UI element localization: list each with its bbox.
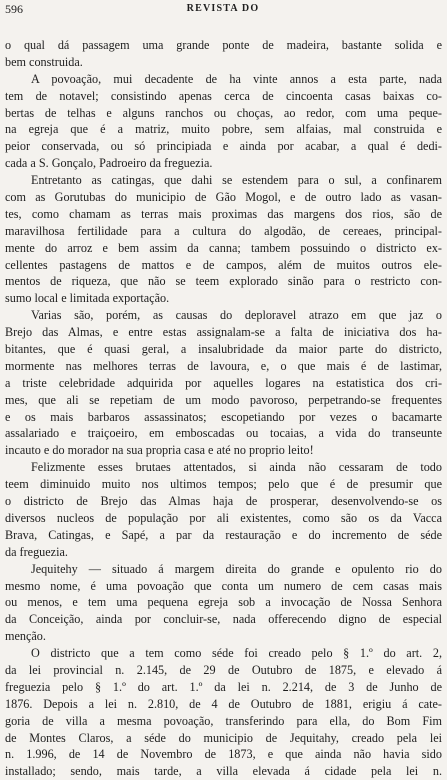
text-line: mentos de riqueza, que não se teem explorado sinão para o restricto con- [5,274,442,289]
text-line: Felizmente esses brutaes attentados, si ainda não cessaram de todo [31,460,442,475]
text-line: 1876. Depois a lei n. 2.810, de 4 de Outubro de 1881, erigiu á cate- [5,696,442,711]
text-line: Jequitehy — situado á margem direita do grande e opulento rio do [31,561,442,576]
text-line: incauto e do morador na sua propria casa e até no proprio leito! [5,443,314,458]
text-line: cellentes pastagens de mattos e de campos, além de muitos outros ele- [5,257,442,272]
text-line: sumo local e limitada exportação. [5,291,170,306]
text-line: o qual dá passagem uma grande ponte de madeira, bastante solida e [5,38,442,52]
text-line: goria de villa a mesma povoação, transferindo para ella, do Bom Fim [5,713,442,728]
text-line: installado; sendo, mais tarde, a villa elevada á cidade pela lei n. [5,764,442,779]
text-line: O districto que a tem como séde foi creado pelo § 1.º do art. 2, [31,646,442,661]
text-line: a triste celebridade adquirida por aquelles logares na estatistica dos cri- [5,375,442,390]
text-line: Varias são, porém, as causas do deploravel atrazo em que jaz o [31,308,442,323]
text-line: bertas de telhas e alguns ranchos ou choças, ao redor, com uma peque- [5,105,442,120]
text-line: com as Gorutubas do municipio de Gão Mogol, e de outro lado as vasan- [5,190,442,205]
text-line: tes, como chamam as terras mais proximas das margens dos rios, são de [5,206,442,221]
text-line: e os mais barbaros assassinatos; escopetiando por vezes o bacamarte [5,409,442,424]
text-line: mormente nas melhores terras de lavoura, e, o que mais é de lastimar, [5,358,442,373]
text-line: mesmo nome, é uma povoação que conta um numero de cem casas mais [5,578,442,593]
text-line: n. 1.996, de 14 de Novembro de 1873, e que ainda não havia sido [5,747,442,762]
text-line: da lei provincial n. 2.145, de 29 de Outubro de 1875, e elevado á [5,662,442,677]
text-line: Brava, Catingas, e Sapé, a par da restauração e do incremento de séde [5,527,442,542]
text-line: Brejo das Almas, e entre estas assignalam-se a falta de iniciativa dos ha- [5,325,442,340]
running-title: REVISTA DO [186,3,260,14]
text-line: A povoação, mui decadente de ha vinte annos a esta parte, nada [31,71,442,86]
text-line: mes, que ali se repetiam de um modo pavoroso, perpetrando-se frequentes [5,392,442,407]
text-line: tem de notavel; consistindo apenas cerca de cincoenta casas baixas co- [5,88,442,103]
text-line: bitantes, que é quasi geral, a insalubridade da maior parte do districto, [5,342,442,357]
body-text [5,37,442,780]
text-line: peior conservada, ou só principiada e ainda por acabar, a qual é dedi- [5,139,442,154]
text-line: assalariado e traiçoeiro, em emboscadas ou tocaias, a vida do transeunte [5,426,442,441]
text-line: freguezia pelo § 1.º do art. 1.º da lei n. 2.214, de 3 de Junho de [5,679,442,694]
text-line: mente do arroz e bem assim da canna; tambem possuindo o districto ex- [5,240,442,255]
text-line: teem diminuido muito nos ultimos tempos; pelo que é de presumir que [5,477,442,492]
text-line: na egreja que é a matriz, muito pobre, sem alfaias, mal construida e [5,122,442,137]
text-line: da Conceição, ainda por concluir-se, nada offerecendo digno de especial [5,612,442,627]
text-line: bem construida. [5,54,83,69]
text-line: menção. [5,629,46,644]
text-line: Entretanto as catingas, que dahi se estendem para o sul, a confinarem [31,173,442,188]
page-number: 596 [5,2,23,16]
text-line: da freguezia. [5,544,68,559]
text-line: o districto de Brejo das Almas haja de prosperar, desenvolvendo-se os [5,494,442,509]
text-line: cada a S. Gonçalo, Padroeiro da freguezia. [5,156,213,171]
text-line: diversos nucleos de população por ali existentes, como são os da Vacca [5,510,442,525]
text-line: ou menos, e tem uma pequena egreja sob a invocação de Nossa Senhora [5,595,442,610]
page-header [5,2,441,18]
text-line: maravilhosa fertilidade para a cultura do algodão, de cereaes, principal- [5,223,442,238]
text-line: de Montes Claros, a séde do municipio de Jequitahy, creado pela lei [5,730,442,745]
